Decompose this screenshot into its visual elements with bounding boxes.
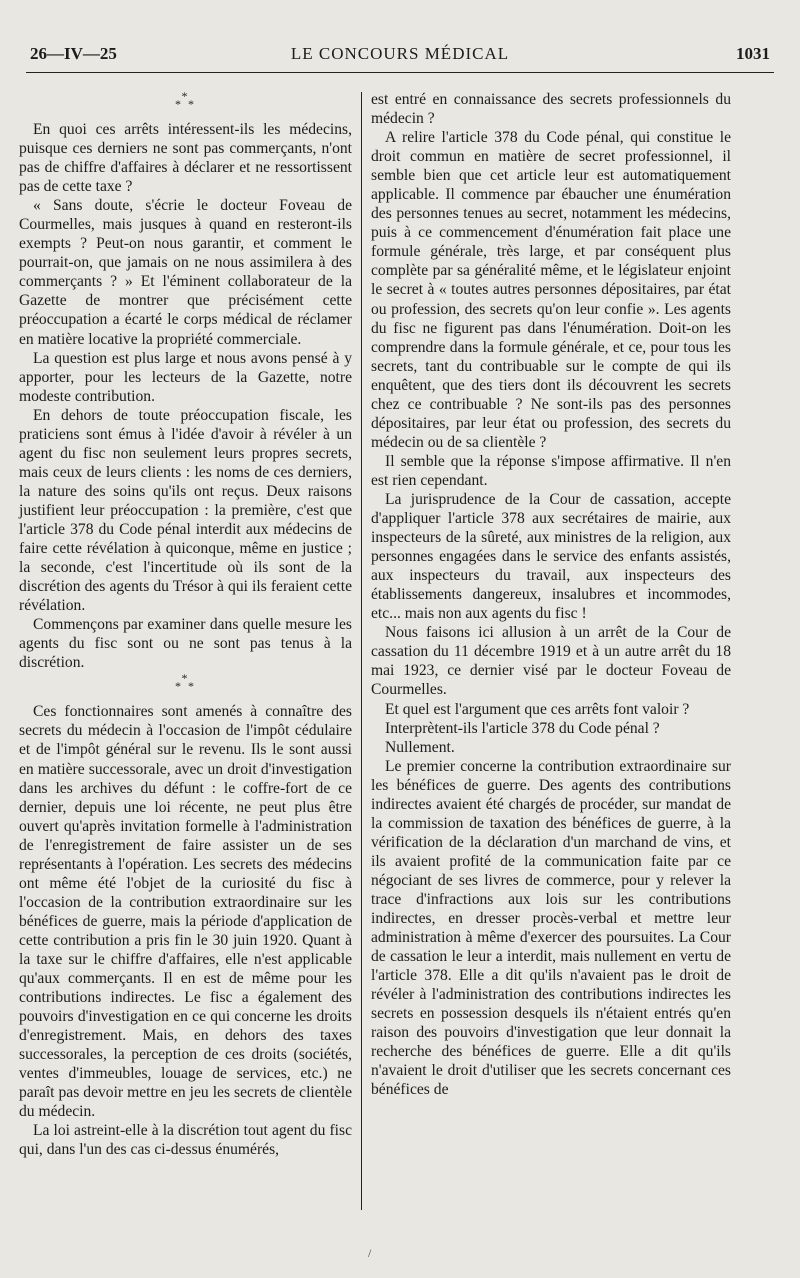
- paragraph: La loi astreint-elle à la discrétion tout agent du fisc qui, dans l'un des cas ci-dessus énumérés,: [19, 1122, 352, 1159]
- footer-mark: /: [368, 1246, 372, 1260]
- paragraph: Nullement.: [385, 738, 455, 756]
- page-header: [30, 44, 770, 70]
- left-column: [19, 90, 352, 1159]
- paragraph: « Sans doute, s'écrie le docteur Foveau de Courmelles, mais jusques à quand en resteront-ils exempts ? Peut-on nous garantir, et comment le pourrait-on, que jamais on ne nous assimilera à des commerçants ? » Et l'éminent collaborateur de la Gazette de montrer que précisément cette préoccupation a écarté le corps médical de réclamer en matière locative la propriété commerciale.: [19, 197, 352, 348]
- paragraph: En quoi ces arrêts intéressent-ils les médecins, puisque ces derniers ne sont pas commerçants, n'ont pas de chiffre d'affaires à déclarer et ne ressortissent pas de cette taxe ?: [19, 121, 352, 196]
- paragraph: La question est plus large et nous avons pensé à y apporter, pour les lecteurs de la Gazette, notre modeste contribution.: [19, 349, 352, 405]
- journal-title: LE CONCOURS MÉDICAL: [290, 44, 510, 63]
- right-column: [371, 90, 731, 1099]
- section-separator: * * *: [175, 671, 196, 694]
- paragraph: A relire l'article 378 du Code pénal, qui constitue le droit commun en matière de secret professionnel, il semble bien que cet article leur est automatiquement applicable. Il commence par ébaucher une énumération des personnes tenues au secret, notamment les médecins, puis à ce commencement d'énumération fait place une formule générale, très large, et par conséquent plus complète par sa généralité même, et le législateur enjoint le secret à « toutes autres personnes dépositaires, par état ou profession, des secrets qu'on leur confie ». Les agents du fisc ne figurent pas dans l'énumération. Doit-on les comprendre dans la formule générale, et ce, pour tous les secrets, tant du contribuable sur le compte de qui ils enquêtent, que des tiers dont ils découvrent les secrets chez ce contribuable ? Ne sont-ils pas des personnes dépositaires, par leur état ou profession, des secrets du médecin ou de sa clientèle ?: [371, 129, 731, 451]
- paragraph: La jurisprudence de la Cour de cassation, accepte d'appliquer l'article 378 aux secrétaires de mairie, aux inspecteurs de la sûreté, aux ministres de la religion, aux personnes engagées dans le service des enfants assistés, aux inspecteurs du travail, aux inspecteurs des établissements dangereux, insalubres et incommodes, etc... mais non aux agents du fisc !: [371, 490, 731, 623]
- paragraph: Le premier concerne la contribution extraordinaire sur les bénéfices de guerre. Des agents des contributions indirectes avaient été chargés de procéder, sur mandat de la commission de taxation des bénéfices de guerre, à la vérification de la déclaration d'un marchand de vins, et ils avaient profité de la communication faite par ce négociant de ses livres de commerce, pour y relever la trace d'infractions aux lois sur les contributions indirectes, en dresser procès-verbal et mettre leur administration à même d'exercer des poursuites. La Cour de cassation le leur a interdit, mais nullement en vertu de l'article 378. Elle a dit qu'ils n'avaient pas le droit de révéler à l'administration des contributions indirectes les secrets en possession desquels ils n'étaient entrés qu'en raison des pouvoirs d'investigation que leur donnait la recherche des bénéfices de guerre. Elle a dit qu'ils n'avaient le droit d'utiliser que les secrets concernant ces bénéfices de: [371, 757, 731, 1099]
- paragraph: Ces fonctionnaires sont amenés à connaître des secrets du médecin à l'occasion de l'impôt cédulaire et de l'impôt général sur le revenu. Ils le sont aussi en matière successorale, avec un droit d'investigation dans les archives du défunt : le coffre-fort de ce dernier, depuis une loi récente, ne peut plus être ouvert qu'après invitation formelle à l'administration de l'enregistrement de faire assister un de ses représentants à l'opération. Les secrets des médecins ont même été l'objet de la curiosité du fisc à l'occasion de la contribution extraordinaire sur les bénéfices de guerre, mais la période d'application de cette contribution a pris fin le 30 juin 1920. Quant à la taxe sur le chiffre d'affaires, elle n'est applicable qu'aux commerçants. Il en est de même pour les contributions indirectes. Le fisc a également des pouvoirs d'investigation en ce qui concerne les droits d'enregistrement. Mais, en dehors des taxes successorales, la perception de ces droits (sociétés, ventes d'immeubles, louage de services, etc.) ne paraît pas devoir mettre en jeu les secrets de clientèle du médecin.: [19, 703, 352, 1121]
- paragraph: En dehors de toute préoccupation fiscale, les praticiens sont émus à l'idée d'avoir à révéler à un agent du fisc non seulement leurs propres secrets, mais ceux de leurs clients : les noms de ces derniers, la nature des soins qu'ils ont reçus. Deux raisons justifient leur préoccupation : la première, c'est que l'article 378 du Code pénal interdit aux médecins de faire cette révélation à quiconque, même en justice ; la seconde, c'est l'incertitude où ils sont de la discrétion des agents du Trésor à qui ils feraient cette révélation.: [19, 406, 352, 615]
- header-rule: [26, 72, 774, 73]
- paragraph: est entré en connaissance des secrets professionnels du médecin ?: [371, 91, 731, 128]
- page-number: 1031: [736, 44, 770, 63]
- paragraph: Commençons par examiner dans quelle mesure les agents du fisc sont ou ne sont pas tenus à la discrétion.: [19, 616, 352, 672]
- issue-date: 26—IV—25: [30, 44, 117, 63]
- paragraph: Il semble que la réponse s'impose affirmative. Il n'en est rien cependant.: [371, 452, 731, 489]
- column-divider: [361, 92, 362, 1210]
- paragraph: Et quel est l'argument que ces arrêts font valoir ?: [385, 700, 690, 718]
- section-separator: * * *: [175, 89, 196, 111]
- paragraph: Nous faisons ici allusion à un arrêt de la Cour de cassation du 11 décembre 1919 et à un autre arrêt du 18 mai 1923, ce dernier visé par le docteur Foveau de Courmelles.: [371, 624, 731, 699]
- paragraph: Interprètent-ils l'article 378 du Code pénal ?: [385, 719, 660, 737]
